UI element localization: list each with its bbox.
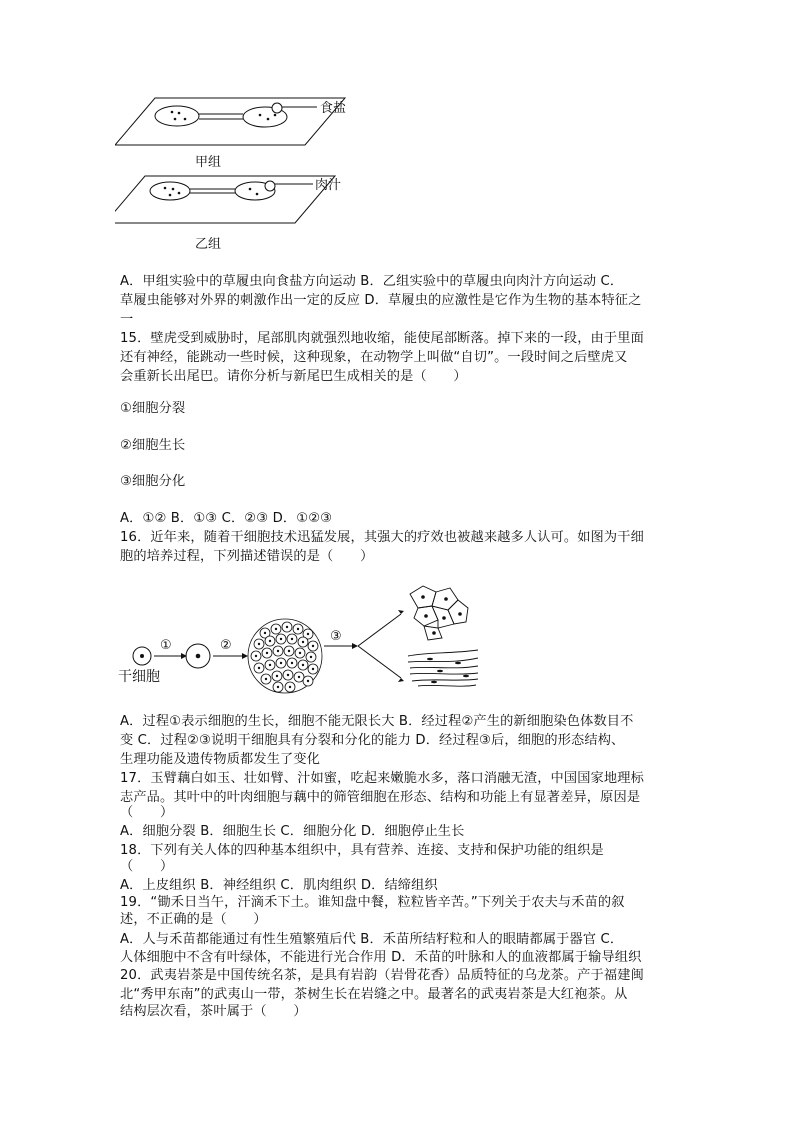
q20-stem-line1: 20．武夷岩茶是中国传统名茶，是具有岩韵（岩骨花香）品质特征的乌龙茶。产于福建闽 xyxy=(120,968,644,983)
q18-stem-line1: 18．下列有关人体的四种基本组织中，具有营养、连接、支持和保护功能的组织是 xyxy=(120,843,604,858)
q19-stem-line1: 19．“锄禾日当午，汗滴禾下土。谁知盘中餐，粒粒皆辛苦。”下列关于农夫与禾苗的叙 xyxy=(120,895,625,910)
q17-stem-line2: 志产品。其叶中的叶肉细胞与藕中的筛管细胞在形态、结构和功能上有显著差异，原因是 xyxy=(120,790,641,805)
differentiated-cells-top xyxy=(410,586,468,640)
stem-cell-culture-figure xyxy=(118,578,488,698)
step-1-label: ① xyxy=(160,638,172,653)
slide-group-a xyxy=(115,98,346,170)
q19-options-line1: A．人与禾苗都能通过有性生殖繁殖后代 B．禾苗所结籽粒和人的眼睛都属于器官 C． xyxy=(120,932,624,947)
q16-options-line3: 生理功能及遗传物质都发生了变化 xyxy=(120,752,321,767)
q19-options-line2: 人体细胞中不含有叶绿体，不能进行光合作用 D．禾苗的叶脉和人的血液都属于输导组织 xyxy=(120,950,642,965)
differentiated-cells-bottom xyxy=(408,650,478,686)
q15-item-1: ①细胞分裂 xyxy=(120,401,186,416)
group-b-caption: 乙组 xyxy=(195,237,222,252)
q20-stem-line2: 北“秀甲东南”的武夷山一带，茶树生长在岩缝之中。最著名的武夷岩茶是大红袍茶。从 xyxy=(120,987,628,1002)
q14-options-line1: A．甲组实验中的草履虫向食盐方向运动 B．乙组实验中的草履虫向肉汁方向运动 C． xyxy=(120,274,624,289)
q18-options: A．上皮组织 B．神经组织 C．肌肉组织 D．结缔组织 xyxy=(120,878,438,893)
q14-options-line2: 草履虫能够对外界的刺激作出一定的反应 D．草履虫的应激性是它作为生物的基本特征之 xyxy=(120,293,642,308)
q17-stem-line1: 17．玉臂藕白如玉、壮如臂、汁如蜜，吃起来嫩脆水多，落口消融无渣，中国国家地理标 xyxy=(120,771,644,786)
slide-group-b xyxy=(115,176,341,252)
q15-stem-line3: 会重新长出尾巴。请你分析与新尾巴生成相关的是（ ） xyxy=(120,369,467,384)
cell-cluster xyxy=(248,619,322,693)
q16-stem-line2: 胞的培养过程，下列描述错误的是（ ） xyxy=(120,549,374,564)
q14-options-line3: 一 xyxy=(120,312,134,327)
q16-options-line1: A．过程①表示细胞的生长，细胞不能无限长大 B．经过程②产生的新细胞染色体数目不 xyxy=(120,714,634,729)
q18-stem-line2: （ ） xyxy=(120,859,174,874)
q20-stem-line3: 结构层次看，茶叶属于（ ） xyxy=(120,1004,307,1019)
step-3-label: ③ xyxy=(330,629,342,644)
q15-stem-line1: 15．壁虎受到威胁时，尾部肌肉就强烈地收缩，能使尾部断落。掉下来的一段，由于里面 xyxy=(120,331,644,346)
q15-item-3: ③细胞分化 xyxy=(120,474,186,489)
q17-options: A．细胞分裂 B．细胞生长 C．细胞分化 D．细胞停止生长 xyxy=(120,824,465,839)
q16-stem-line1: 16．近年来，随着干细胞技术迅猛发展，其强大的疗效也被越来越多人认可。如图为干细 xyxy=(120,530,644,545)
q19-stem-line2: 述，不正确的是（ ） xyxy=(120,912,267,927)
q15-item-2: ②细胞生长 xyxy=(120,438,186,453)
step-2-label: ② xyxy=(220,638,232,653)
group-a-caption: 甲组 xyxy=(195,155,222,170)
q15-options: A．①② B．①③ C．②③ D．①②③ xyxy=(120,511,333,526)
meat-juice-label: 肉汁 xyxy=(315,178,342,193)
stem-cell-label: 干细胞 xyxy=(118,669,160,685)
q16-options-line2: 变 C．过程②③说明干细胞具有分裂和分化的能力 D．经过程③后，细胞的形态结构、 xyxy=(120,733,625,748)
salt-label: 食盐 xyxy=(320,101,347,116)
paramecium-experiment-figure xyxy=(115,90,365,260)
q15-stem-line2: 还有神经，能跳动一些时候，这种现象，在动物学上叫做“自切”。一段时间之后壁虎又 xyxy=(120,350,628,365)
q17-stem-line3: （ ） xyxy=(120,805,174,820)
